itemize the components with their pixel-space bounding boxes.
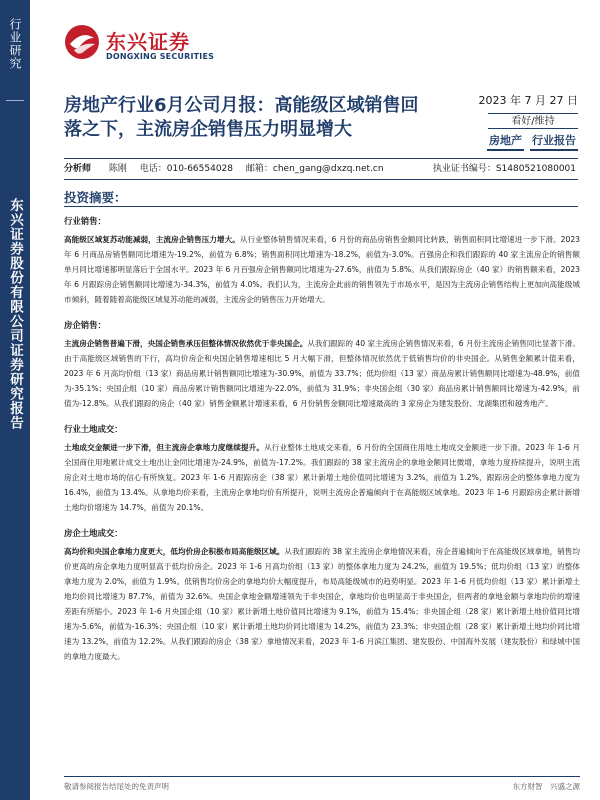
section-paragraph xyxy=(64,336,580,411)
logo-text-cn: 东兴证券 xyxy=(106,30,190,54)
summary-content xyxy=(64,214,580,664)
section-heading: 房企土地成交： xyxy=(64,528,123,538)
section-paragraph xyxy=(64,544,580,664)
analyst-role: 分析师 xyxy=(64,164,92,174)
section-paragraph xyxy=(64,440,580,515)
report-meta xyxy=(408,92,578,147)
section-lead: 高能级区域复苏动能减弱，主流房企销售压力增大。 xyxy=(64,235,240,244)
analyst-email[interactable]: 邮箱：chen_gang@dxzq.net.cn xyxy=(245,164,384,174)
analyst-name: 陈刚 xyxy=(108,164,127,174)
logo-mark-icon xyxy=(64,24,100,60)
tag-industry: 房地产 xyxy=(487,132,524,151)
analyst-certificate: 执业证书编号：S1480521080001 xyxy=(432,164,576,174)
report-date: 2023 年 7 月 27 日 xyxy=(478,94,578,107)
logo-text-en: DONGXING SECURITIES xyxy=(106,52,215,61)
summary-divider xyxy=(64,206,578,207)
section-heading: 行业土地成交： xyxy=(64,424,123,434)
section-body: 从行业整体土地成交来看，6 月份的全国商住用地土地成交金额进一步下滑。2023 年 1-6 月全国商住用地累计成交土地出让金同比增速为-24.9%，前值为-17.2%。我们跟踪的 38 家主流房企的拿地金额同比微增，拿地力度持续提升，说明主流房企对土地市场的信心有所恢复。2023 年 1-6 月跟踪房企（38 家）累计新增土地价值同比增速为 3.2%，前值为 1.2%，跟踪房企的整体拿地力度为 16.4%，前值为 13.4%。从拿地均价来看，主流房企拿地均价有所提升，说明主流房企普遍倾向于在高能级区域拿地。2023 年 1-6 月跟踪房企累计新增土地均价增速为 14.7%，前值为 20.1%。 xyxy=(64,443,580,512)
report-title: 房地产行业6月公司月报：高能级区域销售回落之下，主流房企销售压力明显增大 xyxy=(64,95,419,140)
section-gap xyxy=(64,411,580,415)
report-category: 行业研究 xyxy=(8,18,22,70)
footer-disclaimer: 敬请参阅报告结尾处的免责声明 xyxy=(64,782,169,791)
footer-slogan: 东方财智 兴盛之源 xyxy=(512,782,580,791)
section-lead: 高均价和央国企拿地力度更大，低均价房企积极布局高能级区域。 xyxy=(64,547,285,556)
section-lead: 土地成交金额进一步下滑，但主流房企拿地力度继续提升。 xyxy=(64,443,265,452)
section-paragraph xyxy=(64,232,580,307)
tag-report-type: 行业报告 xyxy=(530,132,578,151)
section-gap xyxy=(64,307,580,311)
company-name-vertical: 东兴证券股份有限公司证券研究报告 xyxy=(7,198,23,430)
sidebar-divider xyxy=(6,100,24,101)
section-body: 从我们跟踪的 40 家主流房企销售情况来看，6 月份主流房企销售同比显著下滑。由于高能级区域销售的下行，高均价房企和央国企销售增速相比 5 月大幅下滑，但整体情况依然优于低销售均价的非央国企。从销售金额累计值来看，2023 年 6 月高均价组（13 家）商品房累计销售额同比增速为-30.9%，前值为 33.7%；低均价组（13 家）商品房累计销售额同比增速为-48.9%，前值为-35.1%；央国企组（10 家）商品房累计销售额同比增速为-22.0%，前值为 31.9%；非央国企组（30 家）商品房累计销售额同比增速为-42.9%，前值为-12.8%。从我们跟踪的房企（40 家）销售金额累计增速来看，6 月份销售金额同比增速最高的 3 家房企为建发股份、龙湖集团和越秀地产。 xyxy=(64,339,581,408)
summary-heading: 投资摘要： xyxy=(64,190,127,205)
analyst-bar xyxy=(64,158,578,180)
section-body: 从我们跟踪的 38 家主流房企拿地情况来看，房企普遍倾向于在高能级区域拿地，销售均价更高的房企拿地力度明显高于低均价房企。2023 年 1-6 月高均价组（13 家）的整体拿地力度为 24.2%，前值为 19.5%；低均价组（13 家）的整体拿地力度为 2.0%，前值为 1.9%。低销售均价房企的拿地均价大幅度提升，布局高能级城市的趋势明显。2023 年 1-6 月低均价组（13 家）累计新增土地均价同比增速为 87.7%，前值为 32.6%。央国企拿地金额增速领先于非央国企，拿地均价也明显高于非央国企，但两者的拿地金额与拿地均价的增速差距有所缩小。2023 年 1-6 月央国企组（10 家）累计新增土地价值同比增速为 9.1%，前值为 15.4%；非央国企组（28 家）累计新增土地价值同比增速为-5.6%，前值为-16.3%；央国企组（10 家）累计新增土地均价同比增速为 14.2%，前值为 23.3%；非央国企组（28 家）累计新增土地均价同比增速为 13.2%，前值为 12.2%。从我们跟踪的房企（38 家）拿地情况来看，2023 年 1-6 月滨江集团、建发股份、中国海外发展（建发股份）和绿城中国的拿地力度最大。 xyxy=(64,547,580,661)
section-gap xyxy=(64,515,580,519)
report-tags xyxy=(487,132,578,151)
section-heading: 房企销售： xyxy=(64,320,106,330)
left-sidebar xyxy=(0,0,30,800)
analyst-phone: 电话：010-66554028 xyxy=(139,164,234,174)
page-footer xyxy=(64,776,580,796)
section-lead: 主流房企销售普遍下滑，央国企销售承压但整体情况依然优于非央国企。 xyxy=(64,339,308,348)
section-body: 从行业整体销售情况来看，6 月份的商品房销售金额同比转跌，销售面积同比增速进一步下滑。2023 年 6 月商品房销售额同比增速为-19.2%，前值为 6.8%；销售面积同比增速为-18.2%，前值为-3.0%。百强房企和我们跟踪的 40 家主流房企的销售额单月同比增速都明显落后于全国水平。2023 年 6 月百强房企销售额同比增速为-27.6%，前值为 5.8%。从我们跟踪房企（40 家）的销售额来看，2023 年 6 月跟踪房企销售额同比增速为-34.3%，前值为 4.0%。我们认为，主流房企此前的销售领先于市场水平，是因为主流房企销售结构上更加向高能级城市倾斜，随着随着高能级区域复苏动能的减弱，主流房企的销售压力开始增大。 xyxy=(64,235,580,304)
rating-badge: 看好/维持 xyxy=(488,113,578,129)
section-heading: 行业销售： xyxy=(64,216,106,226)
company-logo xyxy=(64,22,224,68)
